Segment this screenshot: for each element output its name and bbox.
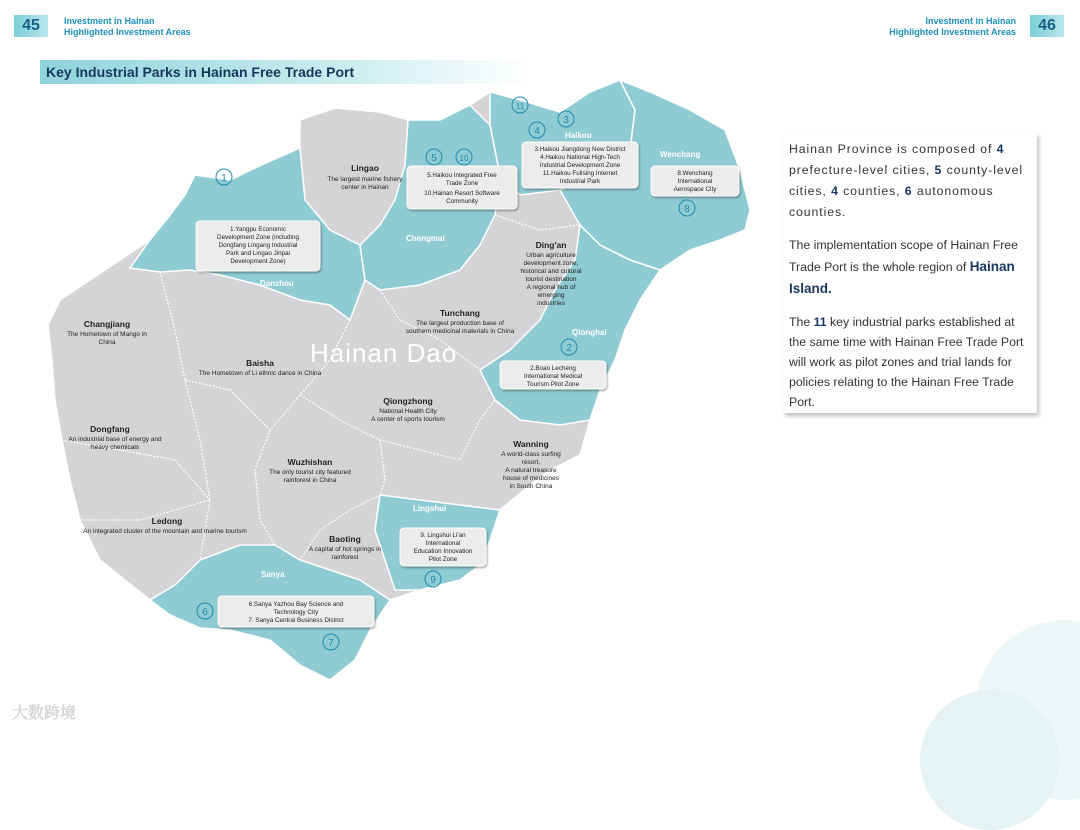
region-label-chengmai: Chengmai: [406, 234, 445, 243]
svg-text:The Hometown of Li ethnic danc: The Hometown of Li ethnic dance in China: [198, 370, 322, 377]
left-header-line2: Highlighted Investment Areas: [64, 27, 191, 37]
park-box-1: [196, 221, 320, 271]
banner-title: Key Industrial Parks in Hainan Free Trade Port: [46, 64, 355, 80]
marker-10-label: 10: [459, 154, 469, 163]
svg-text:heavy chemicals: heavy chemicals: [90, 444, 140, 451]
svg-text:An integrated cluster of the m: An integrated cluster of the mountain and marine tourism: [83, 528, 247, 535]
svg-text:The Hometown of Mango in: The Hometown of Mango in: [67, 331, 147, 338]
region-label-haikou: Haikou: [565, 131, 592, 140]
right-header-line2: Highlighted Investment Areas: [889, 27, 1016, 37]
decorative-circle-small: [920, 690, 1060, 830]
svg-text:Ding'an: Ding'an: [535, 240, 567, 250]
svg-text:Industrial Development Zone: Industrial Development Zone: [539, 162, 621, 169]
svg-text:Education Innovation: Education Innovation: [413, 548, 473, 555]
svg-text:International: International: [677, 178, 713, 185]
svg-text:International: International: [425, 540, 461, 547]
svg-text:Community: Community: [446, 198, 478, 205]
svg-text:8.Wenchang: 8.Wenchang: [677, 170, 713, 177]
svg-text:A regional hub of: A regional hub of: [526, 284, 576, 291]
region-label-sanya: Sanya: [261, 570, 285, 579]
svg-text:Urban agriculture: Urban agriculture: [526, 252, 576, 259]
svg-text:A center of sports tourism: A center of sports tourism: [371, 416, 445, 423]
svg-text:Baisha: Baisha: [246, 358, 274, 368]
svg-text:Changjiang: Changjiang: [83, 319, 131, 329]
marker-11-label: 11: [515, 102, 525, 111]
region-label-danzhou: Danzhou: [260, 279, 294, 288]
marker-2-label: 2: [566, 343, 572, 354]
svg-text:Tunchang: Tunchang: [440, 308, 480, 318]
marker-6-label: 6: [202, 607, 208, 618]
svg-text:10.Hainan Resort Software: 10.Hainan Resort Software: [424, 190, 500, 197]
left-page-number: 45: [14, 15, 48, 37]
left-header-line1: Investment in Hainan: [64, 16, 155, 26]
svg-text:Development Zone): Development Zone): [230, 258, 286, 265]
svg-text:historical and cultural: historical and cultural: [520, 268, 582, 275]
marker-3-label: 3: [563, 115, 569, 126]
svg-text:Development Zone (including: Development Zone (including: [217, 234, 299, 241]
park-box-3-4-11: [522, 142, 638, 188]
svg-text:Baoting: Baoting: [329, 534, 361, 544]
island-label: Hainan Dao: [310, 338, 458, 368]
info-paragraph-3: The 11 key industrial parks established at the same time with Hainan Free Trade Port will work as pilot zones and trial lands for policies relating to the Hainan Free Trade Port.: [789, 315, 1024, 409]
park-box-2: [500, 361, 606, 389]
svg-text:A world-class surfing: A world-class surfing: [501, 451, 561, 458]
svg-text:4.Haikou National High-Tech: 4.Haikou National High-Tech: [540, 154, 620, 161]
marker-8-label: 8: [684, 204, 690, 215]
region-label-lingshui: Lingshui: [413, 504, 447, 513]
svg-text:emerging: emerging: [537, 292, 565, 299]
svg-text:7. Sanya Central Business Dist: 7. Sanya Central Business District: [248, 617, 344, 624]
marker-7-label: 7: [328, 638, 334, 649]
right-header: [889, 16, 1016, 38]
svg-text:3.Haikou Jiangdong New Distric: 3.Haikou Jiangdong New District: [534, 146, 626, 153]
svg-text:industries: industries: [537, 300, 565, 307]
svg-text:house of medicines: house of medicines: [502, 475, 560, 482]
svg-text:Trade Zone: Trade Zone: [445, 180, 479, 187]
region-label-qionghai: Qionghai: [572, 328, 607, 337]
right-page-number: 46: [1030, 15, 1064, 37]
svg-text:in South China: in South China: [509, 483, 553, 490]
park-box-5-10: [407, 166, 517, 209]
svg-text:Wanning: Wanning: [513, 439, 549, 449]
svg-text:Park and Lingao Jinpai: Park and Lingao Jinpai: [225, 250, 291, 257]
svg-text:Pilot Zone: Pilot Zone: [428, 556, 458, 563]
svg-text:China: China: [98, 339, 116, 346]
svg-text:Industrial Park: Industrial Park: [559, 178, 601, 185]
region-label-wenchang: Wenchang: [660, 150, 701, 159]
svg-text:National Health City: National Health City: [379, 408, 437, 415]
svg-text:9. Lingshui Li'an: 9. Lingshui Li'an: [420, 532, 466, 539]
marker-5-label: 5: [431, 153, 437, 164]
info-paragraph-1: Hainan Province is composed of 4 prefecture-level cities, 5 county-level cities, 4 counties, 6 autonomous counties.: [789, 142, 1024, 219]
svg-text:A capital of hot springs in: A capital of hot springs in: [308, 546, 382, 553]
svg-text:development zone,: development zone,: [523, 260, 579, 267]
svg-text:The largest production base of: The largest production base of: [416, 320, 504, 327]
svg-text:Wuzhishan: Wuzhishan: [287, 457, 333, 467]
svg-text:Aerospace City: Aerospace City: [673, 186, 717, 193]
svg-text:The largest marine fishery: The largest marine fishery: [327, 176, 403, 183]
svg-text:11.Haikou Fullsing Internet: 11.Haikou Fullsing Internet: [542, 170, 618, 177]
marker-1-label: 1: [221, 173, 227, 184]
watermark-text: 大数跨境: [12, 705, 77, 722]
right-header-line1: Investment in Hainan: [925, 16, 1016, 26]
svg-text:southern medicinal materials i: southern medicinal materials in China: [405, 328, 515, 335]
svg-text:1.Yangpu Economic: 1.Yangpu Economic: [230, 226, 286, 233]
park-box-8: [651, 166, 739, 196]
park-box-6-7: [218, 596, 374, 627]
svg-text:center in Hainan: center in Hainan: [341, 184, 389, 191]
info-panel: [783, 133, 1037, 413]
svg-text:tourist destination: tourist destination: [525, 276, 577, 283]
park-box-9: [400, 528, 486, 566]
svg-text:Ledong: Ledong: [151, 516, 183, 526]
svg-text:rainforest in China: rainforest in China: [283, 477, 337, 484]
svg-text:Tourism Pilot Zone: Tourism Pilot Zone: [526, 381, 580, 388]
svg-text:Dongfang: Dongfang: [90, 424, 130, 434]
svg-text:A natural treasure: A natural treasure: [505, 467, 557, 474]
svg-text:Dongfang Lingang Industrial: Dongfang Lingang Industrial: [218, 242, 298, 249]
svg-text:rainforest: rainforest: [331, 554, 359, 561]
svg-text:Qiongzhong: Qiongzhong: [383, 396, 433, 406]
svg-text:5.Haikou Integrated Free: 5.Haikou Integrated Free: [427, 172, 497, 179]
info-paragraph-2: The implementation scope of Hainan Free Trade Port is the whole region of Hainan Island.: [789, 238, 1018, 296]
svg-text:International Medical: International Medical: [523, 373, 583, 380]
svg-text:resort,: resort,: [521, 459, 541, 466]
svg-text:The only tourist city featured: The only tourist city featured: [269, 469, 351, 476]
svg-text:2.Boao Lecheng: 2.Boao Lecheng: [530, 365, 576, 372]
svg-text:Technology City: Technology City: [273, 609, 319, 616]
svg-text:An industrial base of energy a: An industrial base of energy and: [68, 436, 162, 443]
marker-4-label: 4: [534, 126, 540, 137]
marker-9-label: 9: [430, 575, 436, 586]
svg-text:Lingao: Lingao: [351, 163, 379, 173]
watermark: [12, 700, 76, 723]
svg-text:6.Sanya Yazhou Bay Science and: 6.Sanya Yazhou Bay Science and: [248, 601, 344, 608]
